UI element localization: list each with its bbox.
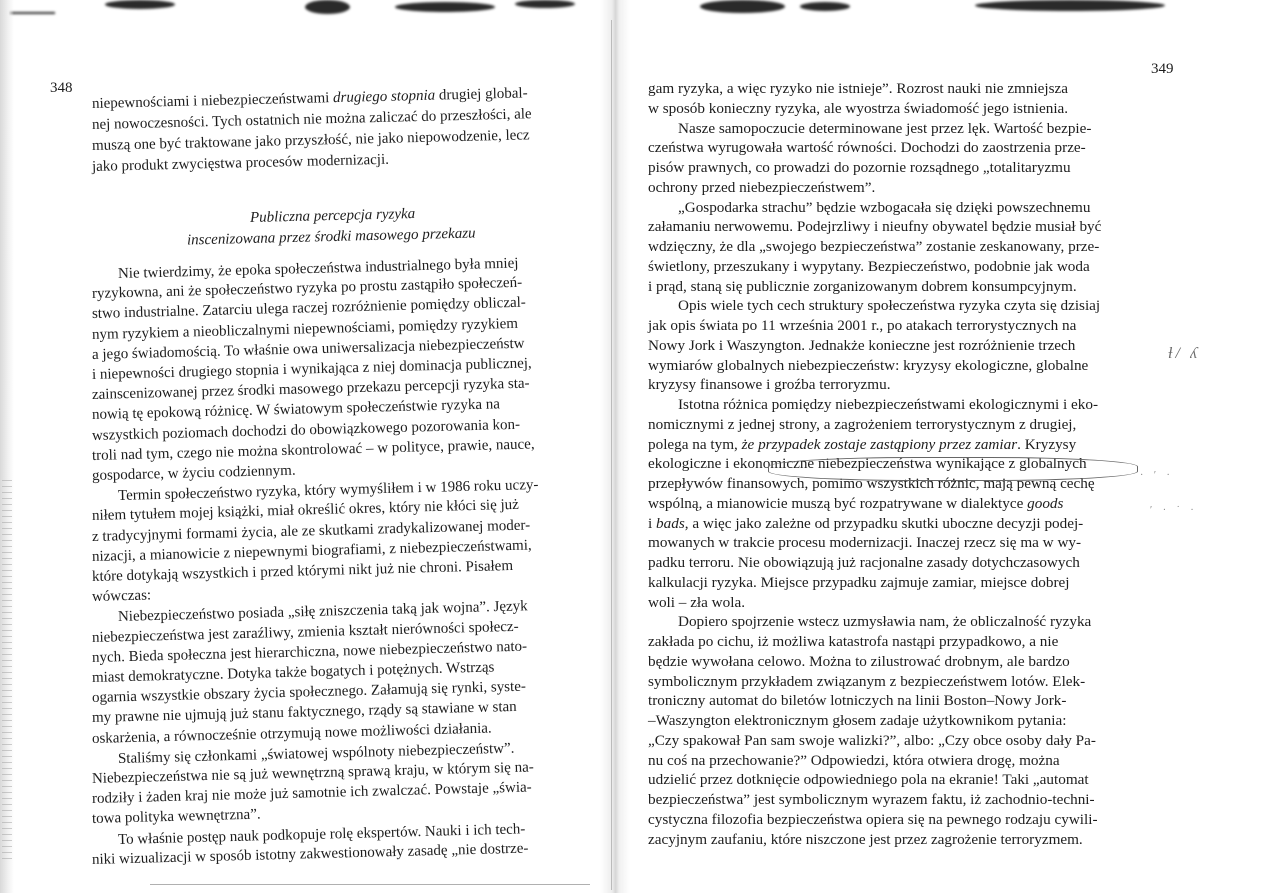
scan-bottom-edge	[150, 884, 590, 885]
left-body-line: miast demokratyczne. Dotyka także bogatych i potężnych. Wstrząs	[91, 659, 495, 686]
right-body-line: zakłada po cichu, iż możliwa katastrofa nastąpi przypadkowo, a nie	[648, 633, 1059, 650]
intro-line: niepewnościami i niebezpieczeństwami drugiego stopnia drugiej global-	[91, 85, 528, 112]
left-body-line: które dotykają wszystkich i przed którymi nikt już nie chroni. Pisałem	[91, 557, 514, 585]
right-body-line: czeństwa wyrugowała wartość równości. Dochodzi do zaostrzenia prze-	[648, 139, 1086, 157]
left-body-line: ogarnia wszystkie obszary życia społecznego. Załamują się rynki, syste-	[91, 678, 527, 707]
left-body-line: niłem tytułem mojej książki, miał określić okres, który nie kłóci się już	[91, 497, 520, 525]
right-body-line: świetlony, przeszukany i wypytany. Bezpieczeństwo, podobnie jak woda	[648, 257, 1090, 275]
section-heading-line-1: Publiczna percepcja ryzyka	[249, 205, 416, 227]
right-body-line: gam ryzyka, a więc ryzyko nie istnieje”. Rozrost nauki nie zmniejsza	[648, 80, 1069, 97]
right-body-line: troniczny automat do biletów lotniczych na linii Boston–Nowy Jork-	[648, 692, 1067, 710]
intro-line: nej nowoczesności. Tych ostatnich nie można zaliczać do przeszłości, ale	[91, 106, 532, 133]
left-body-line: Termin społeczeństwo ryzyka, który wymyśliłem i w 1986 roku uczy-	[117, 477, 539, 505]
right-body-line: woli – zła wola.	[648, 593, 746, 611]
right-body-line: ochrony przed niebezpieczeństwem”.	[648, 178, 876, 196]
left-body-line: nych. Bieda społeczna jest hierarchiczna, nowe niebezpieczeństwo nato-	[91, 638, 528, 666]
right-body-line: i prąd, staną się publicznie zorganizowanym dobrem konsumpcyjnym.	[648, 277, 1077, 295]
left-body-line: i niepewności drugiego stopnia i wynikająca z niej dominacja publicznej,	[91, 355, 532, 383]
right-body-line: wymiarów globalnych niebezpieczeństw: kryzysy ekologiczne, globalne	[648, 356, 1089, 374]
right-body-line: kryzysy finansowe i groźba terroryzmu.	[648, 376, 891, 394]
left-body-line: niki wizualizacji w sposób istotny zakwestionowały zasadę „nie dostrze-	[91, 840, 529, 868]
left-body-line: Niebezpieczeństwa nie są już wewnętrzną sprawą kraju, w którym się na-	[91, 759, 534, 787]
right-body-line: wspólną, a mianowicie muszą być rozpatrywane w dialektyce goods	[648, 494, 1064, 512]
right-body-line: pisów prawnych, co prowadzi do pozornie rozsądnego „totalitaryzmu	[648, 159, 1071, 176]
right-page-number: 349	[1151, 61, 1174, 77]
right-body-line: bezpieczeństwa” jest symbolicznym wyrazem faktu, iż zachodnio-techni-	[648, 791, 1095, 808]
left-body-line: my prawne nie ujmują już stanu faktycznego, rządy są stawiane w stan	[91, 699, 517, 727]
left-body-line: Niebezpieczeństwo posiada „siłę zniszczenia taką jak wojna”. Język	[117, 598, 528, 626]
right-body-line: mowanych w trakcie procesu modernizacji. Inaczej rzecz się ma w wy-	[648, 534, 1082, 552]
book-gutter-line	[611, 20, 612, 890]
left-body-line: ryzykowna, ani że społeczeństwo ryzyka po prostu zastąpiło społeczeń-	[91, 274, 523, 303]
right-body-line: będzie wywołana celowo. Można to zilustrować drobnym, ale bardzo	[648, 652, 1070, 670]
right-body-line: udzielić przez dotknięcie odpowiedniego pola na ekranie! Taki „automat	[648, 771, 1089, 789]
right-body-line: przepływów finansowych, pomimo wszystkich różnic, mają pewną cechę	[648, 475, 1095, 492]
margin-marks: · ′ ·	[1140, 470, 1174, 481]
left-body-line: nym ryzykiem a nieobliczalnymi niepewnościami, pomiędzy ryzykiem	[91, 315, 519, 343]
left-page-number: 348	[50, 80, 73, 96]
left-body-line: oskarżenia, a równocześnie otrzymują nowe możliwości działania.	[91, 720, 492, 747]
margin-handwriting: ƚ/ ʎ	[1168, 345, 1200, 362]
right-body-line: Istotna różnica pomiędzy niebezpieczeństwami ekologicznymi i eko-	[678, 396, 1099, 413]
right-body-line: zacyjnym zaufaniu, które niszczone jest przez zagrożenie terroryzmem.	[648, 830, 1083, 848]
right-body-line: „Gospodarka strachu” będzie wzbogacała się dzięki powszechnemu	[678, 198, 1091, 216]
right-body-line: wdzięczny, że dla „swojego bezpieczeństwa” zostanie zeskanowany, prze-	[648, 238, 1100, 255]
right-body-line: cystyczna filozofia bezpieczeństwa opiera się na pewnego rodzaju cywili-	[648, 810, 1098, 828]
right-body-line: i bads, a więc jako zależne od przypadku skutki uboczne decyzji podej-	[648, 514, 1084, 532]
scan-left-edge-lines	[2, 480, 12, 860]
right-body-line: polega na tym, że przypadek zostaje zastąpiony przez zamiar. Kryzysy	[648, 435, 1077, 453]
left-body-line: stwo industrialne. Zatarciu ulega raczej rozróżnienie pomiędzy obliczal-	[91, 295, 527, 323]
left-body-line: wówczas:	[91, 587, 152, 606]
left-body-line: wszystkich poziomach dochodzi do obowiązkowego pozorowania kon-	[91, 416, 521, 444]
left-body-line: nowią tę epokową różnicę. W światowym społeczeństwie ryzyka na	[91, 396, 501, 424]
book-gutter	[600, 0, 630, 893]
left-body-line: troli nad tym, czego nie można skontrolować – w polityce, prawie, nauce,	[91, 436, 535, 464]
right-body-line: kalkulacji ryzyka. Miejsce przypadku zajmuje zamiar, miejsce dobrej	[648, 573, 1070, 591]
handwritten-underline-annotation	[768, 457, 1138, 481]
left-body-line: zainscenizowanej przez środki masowego przekazu percepcji ryzyka sta-	[91, 375, 530, 404]
left-body-line: gospodarce, w życiu codziennym.	[91, 462, 296, 484]
left-body-line: Nie twierdzimy, że epoka społeczeństwa industrialnego była mniej	[117, 255, 519, 282]
right-body-line: padku terroru. Nie obowiązują już racjonalne zasady dotychczasowych	[648, 554, 1080, 571]
section-heading-line-2: inscenizowana przez środki masowego przekazu	[186, 225, 476, 249]
right-body-line: nomicznymi z jednej strony, a zagrożeniem terrorystycznym z drugiej,	[648, 415, 1077, 433]
left-body-line: Staliśmy się członkami „światowej wspólnoty niebezpieczeństw”.	[117, 740, 515, 767]
right-body-line: Nowy Jork i Waszyngton. Jednakże konieczne jest rozróżnienie trzech	[648, 336, 1076, 354]
right-body-line: –Waszyngton elektronicznym głosem zadaje użytkownikom pytania:	[648, 712, 1067, 729]
right-body-line: załamaniu nerwowemu. Podejrzliwy i nieufny obywatel będzie musiał być	[648, 218, 1102, 236]
left-body-line: niebezpieczeństwa jest zaraźliwy, zmienia kształt nierówności społecz-	[91, 618, 519, 646]
right-body-line: w sposób konieczny ryzyka, ale wyostrza świadomość jego istnienia.	[648, 99, 1069, 117]
right-page	[648, 78, 1133, 878]
right-body-line: nu coś na przechowanie?” Odpowiedzi, która otwiera drogę, można	[648, 751, 1060, 769]
right-body-line: jak opis świata po 11 września 2001 r., po atakach terrorystycznych na	[648, 317, 1077, 334]
intro-line: jako produkt zwycięstwa procesów modernizacji.	[91, 151, 390, 175]
right-body-line: „Czy spakował Pan sam swoje walizki?”, albo: „Czy obce osoby dały Pa-	[648, 731, 1096, 749]
left-body-line: a jego świadomością. To właśnie owa uniwersalizacja niebezpieczeństw	[91, 335, 525, 363]
right-body-line: Nasze samopoczucie determinowane jest przez lęk. Wartość bezpie-	[678, 119, 1092, 137]
intro-line: muszą one być traktowane jako przyszłość, nie jako niepowodzenie, lecz	[91, 127, 530, 154]
left-body-line: towa polityka wewnętrzna”.	[91, 806, 261, 828]
right-body-line: ekologiczne i ekonomiczne niebezpieczeństwa wynikające z globalnych	[648, 455, 1087, 473]
left-body-line: rodziły i żaden kraj nie może już samotnie ich zwalczać. Powstaje „świa-	[91, 779, 532, 808]
scan-top-artifacts	[0, 0, 1279, 30]
left-page	[91, 85, 592, 874]
left-body-line: To właśnie postęp nauk podkopuje rolę ekspertów. Nauki i ich tech-	[117, 820, 526, 848]
right-body-line: Opis wiele tych cech struktury społeczeństwa ryzyka czyta się dzisiaj	[678, 297, 1101, 315]
left-body-line: nizacji, a mianowicie z niepewnymi biografiami, z niebezpieczeństwami,	[91, 537, 532, 565]
margin-marks: ′ · ˙ ·	[1150, 505, 1198, 516]
left-body-line: z tradycyjnymi formami życia, ale ze skutkami zradykalizowanej moder-	[91, 517, 531, 545]
right-body-line: symbolicznym przykładem związanym z bezpieczeństwem lotów. Elek-	[648, 672, 1086, 690]
right-body-line: Dopiero spojrzenie wstecz uzmysławia nam, że obliczalność ryzyka	[678, 613, 1092, 631]
